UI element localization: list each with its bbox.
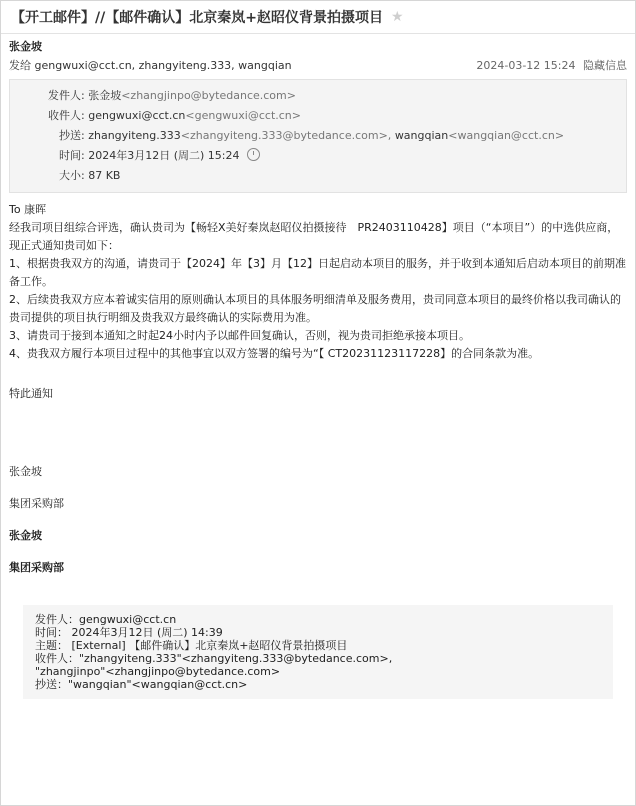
signature-name-bold: 张金坡 — [9, 529, 42, 542]
body-paragraph-2: 1、根据贵我双方的沟通，请贵司于【2024】年【3】月【12】日起启动本项目的服务，并于收到本通知后启动本项目的前期准备工作。 — [9, 257, 626, 288]
cc-label: 抄送: — [59, 129, 85, 142]
greeting: To 康晖 — [9, 203, 47, 216]
quoted-to-cont: "zhangjinpo"<zhangjinpo@bytedance.com> — [35, 665, 281, 678]
quoted-from: 发件人：gengwuxi@cct.cn — [35, 613, 177, 626]
cc-name-1[interactable]: zhangyiteng.333 — [88, 129, 181, 142]
cc-address-1: <zhangyiteng.333@bytedance.com>, — [180, 129, 392, 142]
to-address: <gengwuxi@cct.cn> — [185, 109, 301, 122]
email-body — [1, 193, 635, 577]
from-name[interactable]: 张金坡 — [88, 89, 122, 102]
sender-summary — [1, 34, 635, 73]
size-value: 87 KB — [88, 169, 121, 182]
to-name[interactable]: gengwuxi@cct.cn — [88, 109, 186, 122]
cc-address-2: <wangqian@cct.cn> — [448, 129, 565, 142]
date-and-toggle — [476, 57, 627, 73]
to-label: 收件人: — [48, 109, 85, 122]
time-label: 时间: — [59, 149, 85, 162]
body-paragraph-5: 4、贵我双方履行本项目过程中的其他事宜以双方签署的编号为“【 CT20231123117228】的合同条款为准。 — [9, 347, 540, 360]
email-header — [1, 1, 635, 34]
quoted-subject: 主题： [External] 【邮件确认】北京秦岚+赵昭仪背景拍摄项目 — [35, 639, 348, 652]
to-row — [48, 106, 612, 126]
star-icon[interactable]: ★ — [390, 9, 404, 25]
cc-name-2[interactable]: wangqian — [394, 129, 449, 142]
from-address: <zhangjinpo@bytedance.com> — [121, 89, 296, 102]
body-paragraph-1: 经我司项目组综合评选，确认贵司为【畅轻X美好秦岚赵昭仪拍摄接待 PR2403110428】项目（“本项目”）的中选供应商，现正式通知贵司如下： — [9, 221, 619, 252]
size-row — [48, 166, 612, 186]
email-subject: 【开工邮件】//【邮件确认】北京秦岚+赵昭仪背景拍摄项目 — [11, 10, 383, 26]
cc-row — [48, 126, 612, 146]
email-details-panel — [9, 79, 627, 193]
body-paragraph-4: 3、请贵司于接到本通知之时起24小时内予以邮件回复确认，否则，视为贵司拒绝承接本项目。 — [9, 329, 470, 342]
quoted-to: 收件人："zhangyiteng.333"<zhangyiteng.333@bytedance.com>, — [35, 652, 393, 665]
signature-department-bold: 集团采购部 — [9, 561, 64, 574]
from-row — [48, 86, 612, 106]
signature-name: 张金坡 — [9, 465, 42, 478]
signature-department: 集团采购部 — [9, 497, 64, 510]
notice-text: 特此通知 — [9, 387, 53, 400]
quoted-time: 时间： 2024年3月12日 (周二) 14:39 — [35, 626, 223, 639]
quoted-header — [23, 605, 613, 699]
email-datetime: 2024-03-12 15:24 — [476, 59, 576, 72]
clock-icon[interactable] — [247, 148, 260, 161]
sender-name[interactable]: 张金坡 — [9, 40, 42, 53]
quoted-cc: 抄送："wangqian"<wangqian@cct.cn> — [35, 678, 248, 691]
size-label: 大小: — [59, 169, 85, 182]
hide-info-link[interactable]: 隐藏信息 — [583, 59, 627, 72]
recipients-summary: 发给 gengwuxi@cct.cn, zhangyiteng.333, wangqian — [9, 59, 292, 72]
time-row — [48, 146, 612, 166]
body-paragraph-3: 2、后续贵我双方应本着诚实信用的原则确认本项目的具体服务明细清单及服务费用，贵司同意本项目的最终价格以我司确认的贵司提供的项目执行明细及贵我双方最终确认的实际费用为准。 — [9, 293, 621, 324]
recipients-row — [9, 57, 627, 73]
time-value: 2024年3月12日 (周二) 15:24 — [88, 149, 240, 162]
from-label: 发件人: — [48, 89, 85, 102]
